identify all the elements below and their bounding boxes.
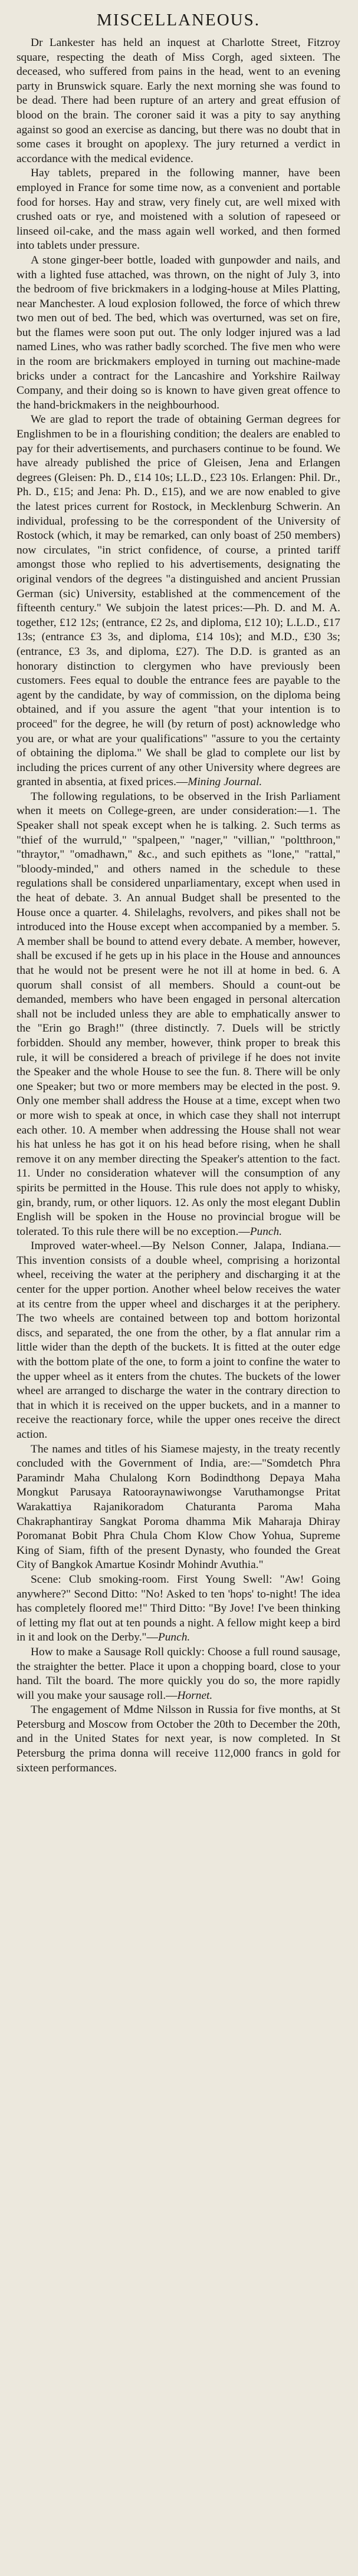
article-text: Dr Lankester has held an inquest at Charlotte Street, Fitzroy square, respecting the death of Miss Corgh, aged sixteen. The deceased, who suffered from pains in the head, went to an evening party in Brunswick square. Early the next morning she was found to be dead. There had been rupture of an artery and great effusion of blood on the brain. The coroner said it was a pity to say anything against so good an exercise as dancing, but there was no doubt that in some cases it brought on apoplexy. The jury returned a verdict in accordance with the medical evidence. (17, 37, 340, 165)
article-club-scene (17, 1573, 340, 1645)
article-text: Hay tablets, prepared in the following manner, have been employed in France for some time now, as a convenient and portable food for horses. Hay and straw, very finely cut, are well mixed with crushed oats or rye, and moistened with a solution of rapeseed or linseed oil-cake, and the mass again well worked, and then formed into tablets under pressure. (17, 167, 340, 252)
article-inquest (17, 36, 340, 166)
article-nilsson-engagement (17, 1703, 340, 1775)
article-sausage-roll (17, 1645, 340, 1703)
article-text: The following regulations, to be observed in the Irish Parliament when it meets on College-green, are under consideration:—1. The Speaker shall not speak except when he is talking. 2. Such terms as "thief of the wurruld," "spalpeen," "nager," "villian," "poltthroon," "thraytor," "omadhawn," &c., and such epithets as "lone," "rattal," "bloody-minded," and others named in the schedule to these regulations shall be considered unparliamentary, except when used in the heat of debate. 3. An annual Budget shall be presented to the House once a quarter. 4. Shilelaghs, revolvers, and pikes shall not be introduced into the House except when accompanied by a member. 5. A member shall be bound to attend every debate. A member, however, shall be excused if he gets up in his place in the House and announces that he would not be present were he not ill at home in bed. 6. A quorum shall consist of all members. Should a count-out be demanded, members who have been engaged in personal altercation shall not be included unless they are able to emphatically answer to the "Erin go Bragh!" (three distinctly. 7. Duels will be strictly forbidden. Should any member, however, think proper to break this rule, it will be considered a breach of privilege if he does not invite the Speaker and the whole House to see the fun. 8. There will be only one Speaker; but two or more members may be elected in the post. 9. Only one member shall address the House at a time, except when two or more wish to speak at once, in which case they shall not interrupt each other. 10. A member when addressing the House shall not wear his hat unless he has got it on his head before rising, when he shall remove it on any member directing the Speaker's attention to the fact. 11. Under no consideration whatever will the consumption of any spirits be permitted in the House. This rule does not apply to whisky, gin, brandy, rum, or other liquors. 12. As only the most elegant Dublin English will be spoken in the House no provincial brogue will be tolerated. To this rule there will be no exception.— (17, 790, 340, 1238)
article-source: Punch. (157, 1631, 191, 1644)
article-bottle-explosion (17, 253, 340, 413)
article-text: The engagement of Mdme Nilsson in Russia for five months, at St Petersburg and Moscow from October the 20th to December the 20th, and in the United States for next year, is now completed. In St Petersburg the prima donna will receive 112,000 francs in gold for sixteen performances. (17, 1704, 340, 1774)
article-siamese-titles (17, 1442, 340, 1573)
article-text: Improved water-wheel.—By Nelson Conner, Jalapa, Indiana.—This invention consists of a double wheel, comprising a horizontal wheel, receiving the water at the periphery and discharging it at the center for the upper portion. Another wheel below receives the water at its centre from the upper wheel and discharges it at the periphery. The two wheels are contained between top and bottom horizontal discs, and separated, the one from the other, by a flat annular rim a little wider than the depth of the buckets. It is fitted at the outer edge with the bottom plate of the one, to form a joint to confine the water to the upper wheel as it enters from the chutes. The buckets of the lower wheel are arranged to discharge the water in the contrary direction to that in which it is received on the upper buckets, and in a manner to receive the reactionary force, while the upper ones receive the direct action. (17, 1240, 340, 1441)
article-irish-parliament (17, 790, 340, 1239)
article-water-wheel (17, 1239, 340, 1442)
article-source: Mining Journal. (188, 776, 262, 789)
article-text: We are glad to report the trade of obtaining German degrees for Englishmen to be in a flourishing condition; the dealers are enabled to pay for their advertisements, and purchasers continue to be found. We have already published the price of Gleisen, Jena and Erlangen degrees (Gleisen: Ph. D., £14 10s; LL.D., £23 10s. Erlangen: Phil. Dr., Ph. D., £15; and Jena: Ph. D., £15), and we are now enabled to give the latest prices current for Rostock, in Mecklenburg Schwerin. An individual, professing to be the correspondent of the University of Rostock (which, it may be remarked, can only boast of 250 members) now circulates, "in strict confidence, of course, a printed tariff amongst those who replied to his advertisements, designating the original vendors of the degrees "a distinguished and ancient Prussian German (sic) University, established at the commencement of the fifteenth century." We subjoin the latest prices:—Ph. D. and M. A. together, £12 12s; (entrance, £2 2s, and diploma, £12 10); L.L.D., £17 13s; (entrance £3 3s, and diploma, £14 10s); and M.D., £30 3s; (entrance, £3 3s, and diploma, £27). The D.D. is granted as an honorary distinction to clergymen who have previously been customers. Fees equal to double the entrance fees are payable to the agent by the candidate, by way of commission, on the diploma being obtained, and if you assure the agent "that your intention is to proceed" for the degree, he will (by return of post) acknowledge who you are, or what are your qualifications" "assure to you the certainty of obtaining the diploma." We shall be glad to complete our list by including the prices current of any other University where degrees are granted in absentia, at fixed prices.— (17, 413, 340, 789)
article-text: Scene: Club smoking-room. First Young Swell: "Aw! Going anywhere?" Second Ditto: "No! Asked to ten 'hops' to-night! The idea has completely floored me!" Third Ditto: "By Jove! I've been thinking of letting my flat out at ten pounds a night. A fellow might keep a bird in it and look on the Derby."— (17, 1573, 340, 1644)
article-text: How to make a Sausage Roll quickly: Choose a full round sausage, the straighter the better. Place it upon a chopping board, close to your hand. Tilt the board. The more quickly you do so, the more rapidly will you make your sausage roll.— (17, 1645, 340, 1702)
article-text: A stone ginger-beer bottle, loaded with gunpowder and nails, and with a lighted fuse attached, was thrown, on the night of July 3, into the bedroom of five brickmakers in a lodging-house at Miles Platting, near Manchester. A loud explosion followed, the force of which threw two men out of bed. The bed, which was overturned, was set on fire, but the flames were soon put out. The only lodger injured was a lad named Lines, who was rather badly scorched. The five men who were in the room are brickmakers employed in turning out machine-made bricks under a contract for the Lancashire and Yorkshire Railway Company, and their doing so is known to have given great offence to the hand-brickmakers in the neighbourhood. (17, 253, 340, 411)
article-german-degrees (17, 413, 340, 789)
article-text: The names and titles of his Siamese majesty, in the treaty recently concluded with the Government of India, are:—"Somdetch Phra Paramindr Maha Chulalong Korn Bodindthong Depaya Maha Mongkut Parusaya Ratooraynawiwongse Varuthamongse Pritat Warakattiya Rajanikoradom Chaturanta Paroma Maha Chakraphantiray Sangkat Poroma dhamma Mik Maharaja Dhiray Poromanat Bobit Phra Chula Chom Klow Chow Yohua, Supreme King of Siam, fifth of the present Dynasty, who founded the Great City of Bangkok Amartue Kosindr Mohindr Avuthia." (17, 1442, 340, 1572)
article-hay-tablets (17, 166, 340, 253)
article-source: Punch. (249, 1225, 283, 1238)
section-heading: MISCELLANEOUS. (97, 11, 260, 29)
article-source: Hornet. (177, 1689, 213, 1702)
